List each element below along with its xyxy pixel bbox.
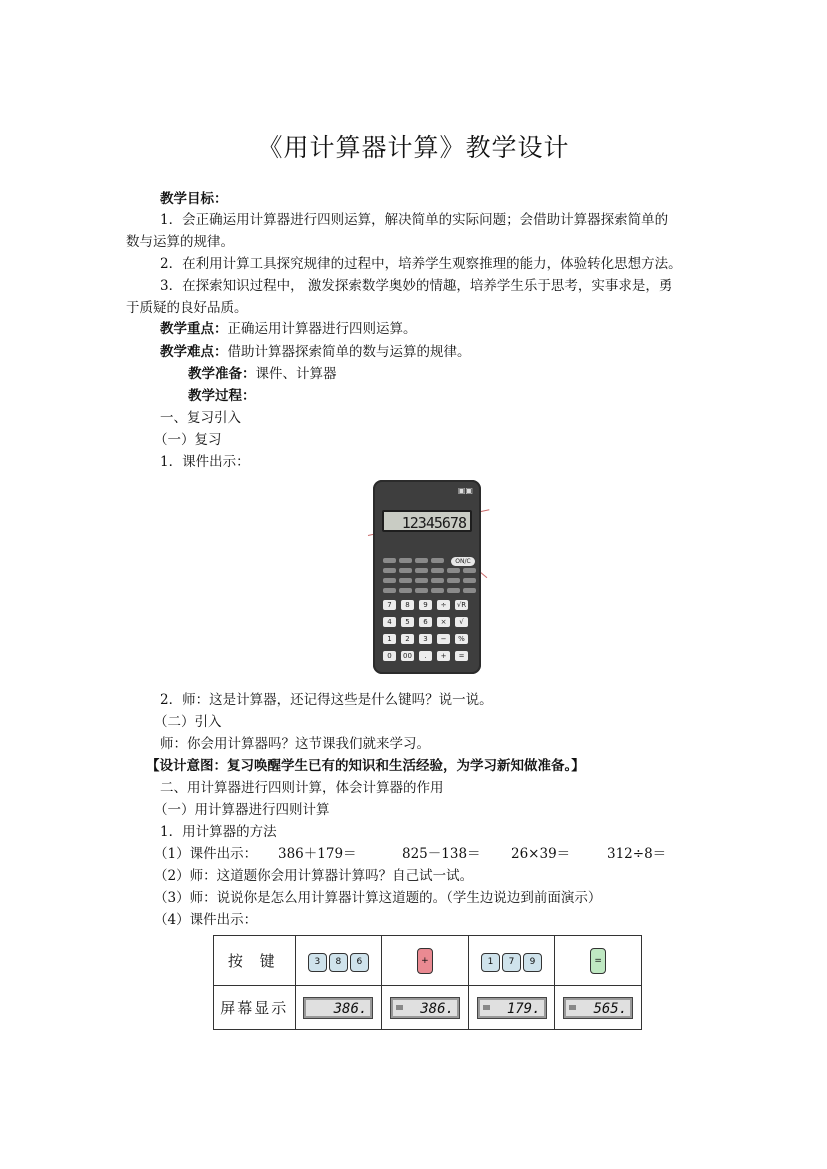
calculator-image [366,478,491,678]
calc-key: 3 [419,634,432,644]
screen-indicator [569,1005,576,1010]
calc-key [399,578,412,583]
calc-key: . [419,651,432,661]
key-7: 7 [502,953,521,972]
key-1: 1 [481,953,500,972]
table-row [214,986,642,1030]
row-label-keys: 按 键 [214,936,296,986]
key-3: 3 [308,953,327,972]
key-point-label: 教学重点： [160,321,228,337]
calc-key: + [437,651,450,661]
item-2: 2．师：这是计算器，还记得这些是什么键吗？说一说。 [160,692,493,708]
design-intent: 【设计意图：复习唤醒学生已有的知识和生活经验，为学习新知做准备。】 [146,758,585,774]
screen-indicator [396,1005,403,1010]
calc-key [399,568,412,573]
calc-key: 0 [383,651,396,661]
calc-key [447,568,460,573]
teacher-question: 师：你会用计算器吗？这节课我们就来学习。 [160,736,430,752]
calc-key: ÷ [437,600,450,610]
calc-key [415,588,428,593]
difficulty-label: 教学难点： [160,344,228,360]
exercise-prefix: （1）课件出示： [154,846,258,862]
key-plus: + [417,948,433,974]
key-8: 8 [329,953,348,972]
method-heading: 1．用计算器的方法 [160,824,277,840]
calc-key: √R [456,601,467,609]
goal-3: 3．在探索知识过程中， 激发探索数学奥妙的情趣，培养学生乐于思考，实事求是，勇 [160,278,673,294]
calc-key [383,558,396,563]
calc-key [415,558,428,563]
process-label: 教学过程： [188,388,256,404]
screen-value: 179. [506,1000,541,1017]
preparation [188,365,337,383]
exercise-1: 386＋179＝ [278,846,357,862]
keys-cell [468,936,555,986]
key-point [160,320,417,338]
calc-key: 5 [401,617,414,627]
calc-key: % [455,634,468,644]
calc-key: 00 [401,651,414,661]
calc-key: 4 [383,617,396,627]
calculator-logo: ▣▣ [457,486,473,495]
calc-key [383,578,396,583]
subsection-intro: （二）引入 [154,714,222,730]
subsection-review: （一）复习 [154,432,222,448]
calc-key: 6 [419,617,432,627]
screen-indicator [483,1005,490,1010]
goals-label: 教学目标： [160,191,228,207]
exercise-4: 312÷8＝ [607,846,667,862]
calc-key [399,588,412,593]
calc-key [383,588,396,593]
calculator-on-key: ON/C [451,557,475,566]
calc-key [431,578,444,583]
calc-key [463,588,476,593]
goal-1-cont: 数与运算的规律。 [126,234,234,250]
screen-value: 386. [420,1000,454,1017]
subsection-arithmetic: （一）用计算器进行四则计算 [154,802,330,818]
calc-key [415,578,428,583]
calc-key: − [437,634,450,644]
calc-key [415,568,428,573]
row-label-screen: 屏幕显示 [214,986,296,1030]
goal-2: 2．在利用计算工具探究规律的过程中，培养学生观察推理的能力，体验转化思想方法。 [160,256,682,272]
exercise-2: 825－138＝ [402,846,481,862]
section-2-heading: 二、用计算器进行四则计算，体会计算器的作用 [160,780,444,796]
difficulty-text: 借助计算器探索简单的数与运算的规律。 [227,344,471,360]
section-1-heading: 一、复习引入 [160,410,241,426]
difficulty [160,343,471,361]
keypress-table [213,935,642,1030]
plus-cell [382,936,469,986]
screen-cell [468,986,555,1030]
step-4: （4）课件出示： [154,912,258,928]
calc-key [399,558,412,563]
key-6: 6 [350,953,369,972]
calc-key: 8 [401,600,414,610]
key-equals: = [590,948,606,974]
calc-key [447,588,460,593]
screen-value: 565. [593,1000,628,1017]
calc-key [463,578,476,583]
screen-display [390,997,460,1019]
calc-key: 7 [383,600,396,610]
screen-display [477,997,547,1019]
step-2: （2）师：这道题你会用计算器计算吗？自己试一试。 [154,868,474,884]
screen-cell [382,986,469,1030]
goal-3-cont: 于质疑的良好品质。 [126,300,248,316]
keys-cell [295,936,382,986]
calc-key [383,568,396,573]
calc-key: 1 [383,634,396,644]
calculator-body [373,480,481,674]
calc-key: 2 [401,634,414,644]
screen-cell [295,986,382,1030]
calc-key [447,578,460,583]
step-3: （3）师：说说你是怎么用计算器计算这道题的。（学生边说边到前面演示） [154,890,602,906]
calc-key [431,558,444,563]
calc-key: √ [455,617,468,627]
calc-key: 9 [419,600,432,610]
table-row [214,936,642,986]
item-1: 1．课件出示： [160,454,250,470]
preparation-label: 教学准备： [188,366,256,382]
calc-key [431,588,444,593]
key-9: 9 [523,953,542,972]
calculator-display: 12345678 [382,510,472,532]
calc-key: × [437,617,450,627]
equals-cell [555,936,642,986]
calc-key [463,568,476,573]
screen-display: 386. [303,997,373,1019]
goal-1: 1．会正确运用计算器进行四则运算，解决简单的实际问题；会借助计算器探索简单的 [160,212,669,228]
calc-key: = [455,651,468,661]
key-point-text: 正确运用计算器进行四则运算。 [227,321,417,337]
screen-cell [555,986,642,1030]
screen-display [563,997,633,1019]
exercise-3: 26×39＝ [511,846,571,862]
preparation-text: 课件、计算器 [255,366,337,382]
calc-key [431,568,444,573]
page-title: 《用计算器计算》教学设计 [257,133,570,162]
